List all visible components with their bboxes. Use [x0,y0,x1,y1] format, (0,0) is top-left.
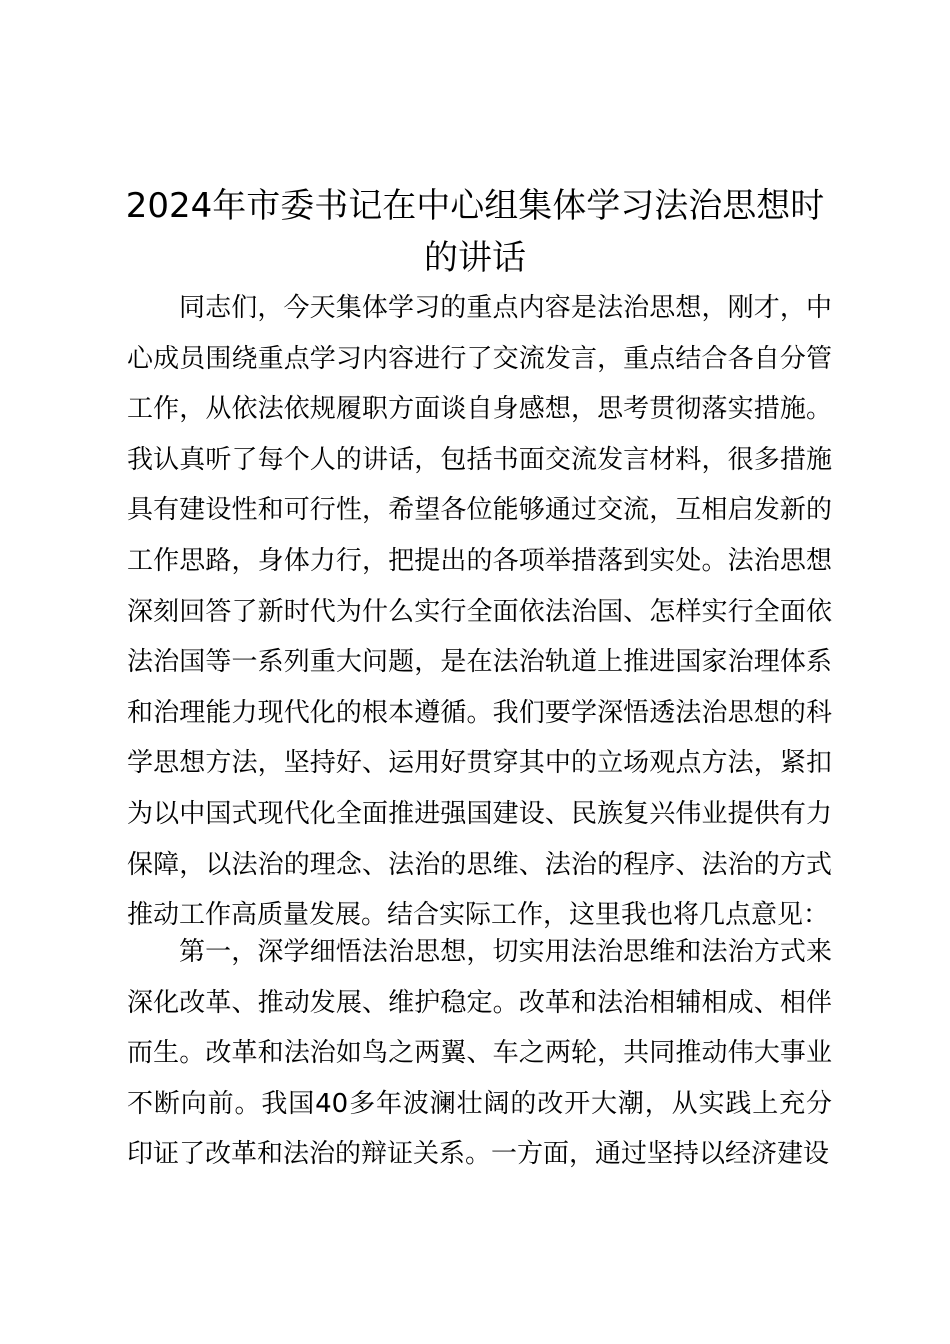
paragraph-opening: 同志们，今天集体学习的重点内容是法治思想，刚才，中心成员围绕重点学习内容进行了交流发言，重点结合各自分管工作，从依法依规履职方面谈自身感想，思考贯彻落实措施。我认真听了每个人的讲话，包括书面交流发言材料，很多措施具有建设性和可行性，希望各位能够通过交流，互相启发新的工作思路，身体力行，把提出的各项举措落到实处。法治思想深刻回答了新时代为什么实行全面依法治国、怎样实行全面依法治国等一系列重大问题，是在法治轨道上推进国家治理体系和治理能力现代化的根本遵循。我们要学深悟透法治思想的科学思想方法，坚持好、运用好贯穿其中的立场观点方法，紧扣为以中国式现代化全面推进强国建设、民族复兴伟业提供有力保障，以法治的理念、法治的思维、法治的程序、法治的方式推动工作高质量发展。结合实际工作，这里我也将几点意见： [127,293,832,931]
document-title: 2024年市委书记在中心组集体学习法治思想时的讲话 [125,186,825,278]
paragraph-first-point: 第一，深学细悟法治思想，切实用法治思维和法治方式来深化改革、推动发展、维护稳定。改革和法治相辅相成、相伴而生。改革和法治如鸟之两翼、车之两轮，共同推动伟大事业不断向前。我国40多年波澜壮阔的改开大潮，从实践上充分印证了改革和法治的辩证关系。一方面，通过坚持以经济建设 [127,937,832,1170]
